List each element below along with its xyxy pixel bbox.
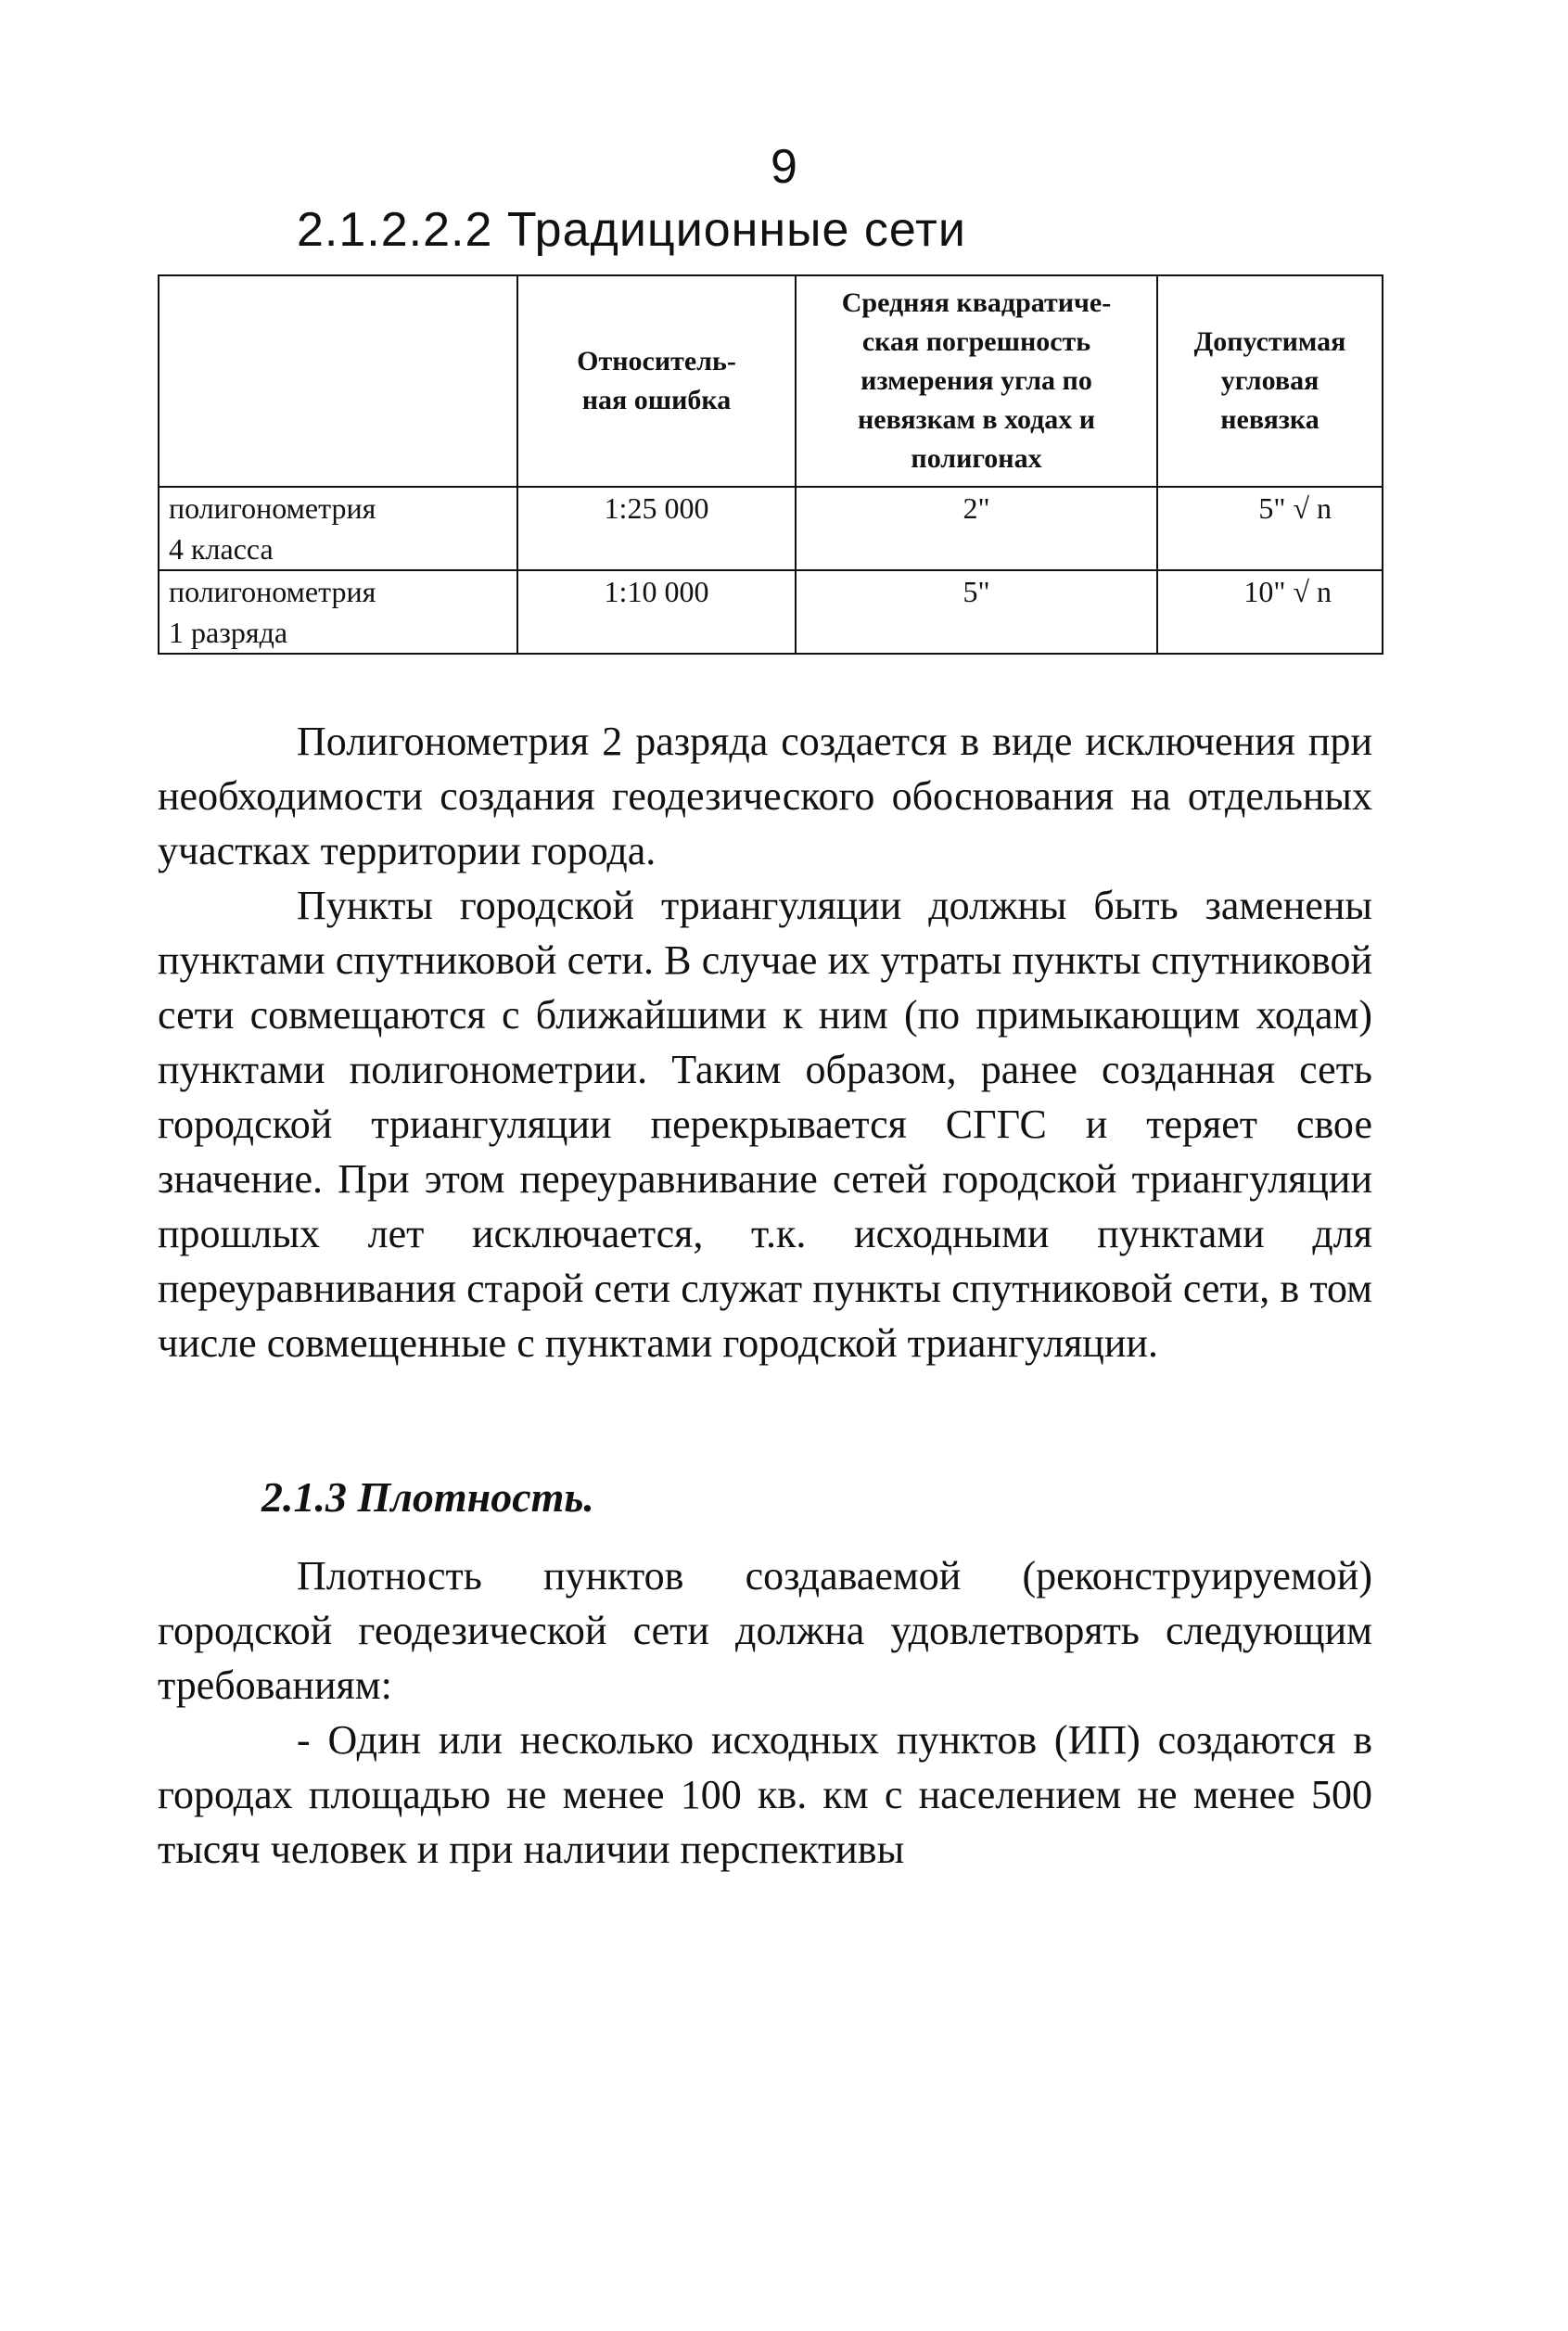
table-row [159, 570, 1383, 654]
header-empty [159, 275, 517, 487]
header-relative-error [517, 275, 796, 487]
angle-error-value: 2" [796, 487, 1157, 570]
table-title: 2.1.2.2.2 Традиционные сети [297, 203, 966, 257]
paragraph-polygonometry-2: Полигонометрия 2 разряда создается в виде исключения при необходимости создания геодезического обоснования на отдельных участках территории города. [158, 719, 1372, 873]
angle-error-value: 5" [796, 570, 1157, 654]
relative-error-value: 1:25 000 [517, 487, 796, 570]
row-name: полигонометрия 1 разряда [159, 570, 517, 654]
table-row [159, 487, 1383, 570]
header-misclosure-text: Допустимая угловая невязка [1193, 326, 1346, 435]
relative-error-value: 1:10 000 [517, 570, 796, 654]
misclosure-value: 10" √ n [1157, 570, 1383, 654]
header-misclosure [1157, 275, 1383, 487]
text-block-1 [158, 714, 1372, 1370]
header-angle-error [796, 275, 1157, 487]
paragraph-triangulation: Пункты городской триангуляции должны быть заменены пунктами спутниковой сети. В случае их утраты пункты спутниковой сети совмещаются с ближайшими к ним (по примыкающим ходам) пунктами полигонометрии. Таким образом, ранее созданная сеть городской триангуляции перекрывается СГГС и теряет свое значение. При этом переуравнивание сетей городской триангуляции прошлых лет исключается, т.к. исходными пунктами для переуравнивания старой сети служат пункты спутниковой сети, в том числе совмещенные с пунктами городской триангуляции. [158, 883, 1372, 1366]
table-header-row [159, 275, 1383, 487]
misclosure-value: 5" √ n [1157, 487, 1383, 570]
section-heading-density: 2.1.3 Плотность. [261, 1473, 594, 1521]
header-angle-error-text: Средняя квадратиче- ская погрешность измерения угла по невязкам в ходах и полигонах [841, 287, 1112, 474]
paragraph-initial-points: - Один или несколько исходных пунктов (ИП) создаются в городах площадью не менее 100 кв. км с населением не менее 500 тысяч человек и при наличии перспективы [158, 1717, 1372, 1872]
accuracy-table [158, 274, 1383, 655]
paragraph-density: Плотность пунктов создаваемой (реконструируемой) городской геодезической сети должна удовлетворять следующим требованиям: [158, 1553, 1372, 1708]
page-number: 9 [771, 140, 797, 194]
text-block-2 [158, 1548, 1372, 1877]
row-name: полигонометрия 4 класса [159, 487, 517, 570]
header-relative-error-text: Относитель- ная ошибка [577, 346, 736, 415]
